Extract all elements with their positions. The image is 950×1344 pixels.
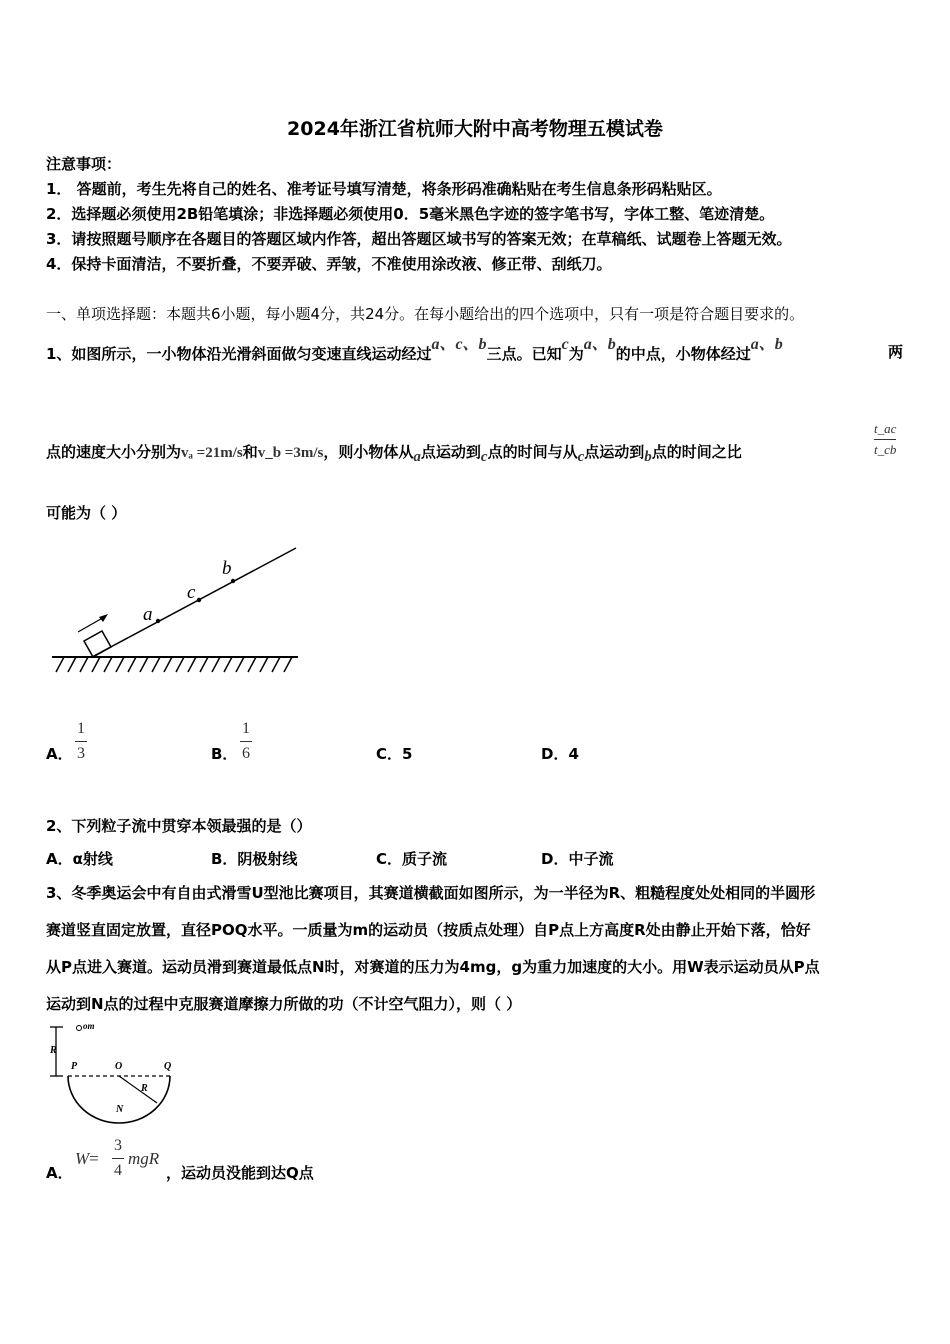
- point-a-label: a: [143, 604, 153, 625]
- q1-option-a[interactable]: A．: [46, 745, 73, 763]
- q3-option-a-mgr: mgR: [128, 1149, 160, 1168]
- q3-option-a-fraction: $\frac{3}{4}$: [114, 1137, 122, 1179]
- mass-label: om: [83, 1021, 95, 1031]
- q1-option-b-value: $\frac{1}{6}$: [242, 720, 250, 762]
- notice-item: 4．保持卡面清洁，不要折叠，不要弄破、弄皱，不准使用涂改液、修正带、刮纸刀。: [46, 255, 612, 273]
- section-heading: 一、单项选择题：本题共6小题，每小题4分，共24分。在每小题给出的四个选项中，只有一项是符合题目要求的。: [46, 305, 805, 323]
- q2-option-a[interactable]: A．α射线: [46, 850, 113, 868]
- q3-stem-line: 3、冬季奥运会中有自由式滑雪U型池比赛项目，其赛道横截面如图所示，为一半径为R、粗糙程度处处相同的半圆形: [46, 884, 816, 902]
- point-c-label: c: [187, 582, 196, 603]
- halfpipe-track: [68, 1076, 170, 1123]
- q3-stem-line: 赛道竖直固定放置，直径POQ水平。一质量为m的运动员（按质点处理）自P点上方高度R处由静止开始下落，恰好: [46, 921, 811, 939]
- q3-option-a-text: ，运动员没能到达Q点: [166, 1164, 314, 1182]
- point-b-label: b: [222, 558, 232, 579]
- q1-ratio-fraction: $\frac{t\_ac}{t\_cb}$: [874, 421, 897, 458]
- q2-option-c[interactable]: C．质子流: [376, 850, 448, 868]
- q3-option-a-formula: W=: [75, 1149, 99, 1168]
- q3-option-a[interactable]: A．: [46, 1164, 73, 1182]
- point-n-label: N: [116, 1104, 124, 1115]
- radius-r-label: R: [141, 1083, 148, 1094]
- q2-stem: 2、下列粒子流中贯穿本领最强的是（）: [46, 817, 312, 835]
- q1-text: 1、如图所示，一小物体沿光滑斜面做匀变速直线运动经过a、c、b三点。已知c为a、b的中点，小物体经过a、b: [46, 336, 783, 363]
- notice-item: 2．选择题必须使用2B铅笔填涂；非选择题必须使用0．5毫米黑色字迹的签字笔书写，字体工整、笔迹清楚。: [46, 205, 775, 223]
- notice-heading: 注意事项：: [46, 155, 122, 173]
- q1-option-c[interactable]: C．5: [376, 745, 413, 763]
- point-o-label: O: [115, 1061, 123, 1072]
- q1-option-d[interactable]: D．4: [541, 745, 579, 763]
- q1-option-a-value: $\frac{1}{3}$: [77, 720, 85, 762]
- q3-stem-line: 从P点进入赛道。运动员滑到赛道最低点N时，对赛道的压力为4mg，g为重力加速度的大小。用W表示运动员从P点: [46, 958, 820, 976]
- notice-item: 1． 答题前，考生先将自己的姓名、准考证号填写清楚，将条形码准确粘贴在考生信息条形码粘贴区。: [46, 180, 722, 198]
- q3-stem-line: 运动到N点的过程中克服赛道摩擦力所做的功（不计空气阻力），则（ ）: [46, 995, 522, 1013]
- q1-text-end: 两: [888, 343, 904, 361]
- page-title: 2024年浙江省杭师大附中高考物理五模试卷: [287, 118, 663, 140]
- q2-option-d[interactable]: D．中子流: [541, 850, 614, 868]
- q2-option-b[interactable]: B．阴极射线: [211, 850, 298, 868]
- q1-text-3: 可能为（ ）: [46, 504, 127, 522]
- height-r-label: R: [50, 1045, 57, 1056]
- notice-item: 3．请按照题号顺序在各题目的答题区域内作答，超出答题区域书写的答案无效；在草稿纸、试题卷上答题无效。: [46, 230, 792, 248]
- q1-math-abc: a、c、b: [431, 336, 487, 353]
- q1-text-2: 点的速度大小分别为vₐ =21m/s和v_b =3m/s，则小物体从a点运动到c点的时间与从c点运动到b点的时间之比: [46, 443, 742, 465]
- point-p-label: P: [71, 1061, 78, 1072]
- point-q-label: Q: [164, 1061, 172, 1072]
- q1-option-b[interactable]: B．: [211, 745, 238, 763]
